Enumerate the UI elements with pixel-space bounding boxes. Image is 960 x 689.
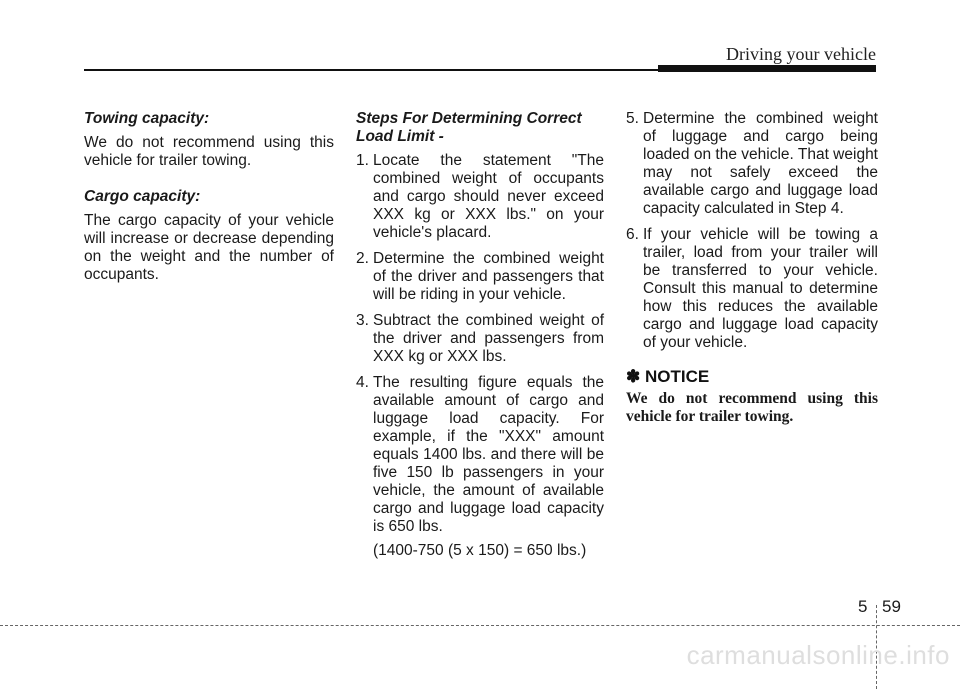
step-number: 5. (626, 110, 639, 127)
load-limit-steps-continued (626, 110, 878, 352)
step-text: Determine the combined weight of luggage and cargo being loaded on the vehicle. That weight may not safely exceed the available cargo and luggage load capacity calculated in Step 4. (643, 110, 878, 217)
step-number: 1. (356, 152, 369, 169)
example-formula: (1400-750 (5 x 150) = 650 lbs.) (373, 542, 587, 559)
watermark-text: carmanualsonline.info (686, 640, 950, 670)
step-number: 3. (356, 312, 369, 329)
step-number: 2. (356, 250, 369, 267)
cargo-capacity-heading: Cargo capacity: (84, 188, 201, 205)
towing-capacity-text: We do not recommend using this vehicle for trailer towing. (84, 134, 334, 169)
load-limit-heading: Steps For Determining Correct Load Limit - (356, 110, 582, 145)
step-text: Determine the combined weight of the driver and passengers that will be riding in your vehicle. (373, 250, 604, 303)
list-item (626, 110, 878, 218)
towing-capacity-heading: Towing capacity: (84, 110, 210, 127)
list-item (356, 374, 604, 536)
step-text: The resulting figure equals the available amount of cargo and luggage load capacity. For example, if the "XXX" amount equals 1400 lbs. and there will be five 150 lb passengers in your vehicle, the amount of available cargo and luggage load capacity is 650 lbs. (373, 374, 604, 535)
step-text: If your vehicle will be towing a trailer, load from your trailer will be transferred to your vehicle. Consult this manual to determine how this reduces the available cargo and luggage load capacity of your vehicle. (643, 226, 878, 351)
list-item (356, 250, 604, 304)
step-text: Locate the statement "The combined weight of occupants and cargo should never exceed XXX kg or XXX lbs." on your vehicle's placard. (373, 152, 604, 241)
column-middle (356, 110, 604, 560)
step-text: Subtract the combined weight of the driver and passengers from XXX kg or XXX lbs. (373, 312, 604, 365)
notice-text: We do not recommend using this vehicle for trailer towing. (626, 390, 878, 425)
cargo-capacity-text: The cargo capacity of your vehicle will increase or decrease depending on the weight and the number of occupants. (84, 212, 334, 283)
page-number: 59 (882, 597, 901, 616)
column-right (626, 110, 878, 426)
footer-rule (0, 625, 960, 626)
header-bar (658, 65, 876, 72)
list-item (356, 152, 604, 242)
load-limit-steps (356, 152, 604, 536)
notice-heading: ✽ NOTICE (626, 367, 710, 386)
list-item (626, 226, 878, 352)
step-number: 4. (356, 374, 369, 391)
step-number: 6. (626, 226, 639, 243)
section-number: 5 (858, 597, 868, 616)
running-header-title: Driving your vehicle (726, 44, 876, 64)
header-rule (84, 69, 658, 71)
list-item (356, 312, 604, 366)
column-left (84, 110, 334, 284)
